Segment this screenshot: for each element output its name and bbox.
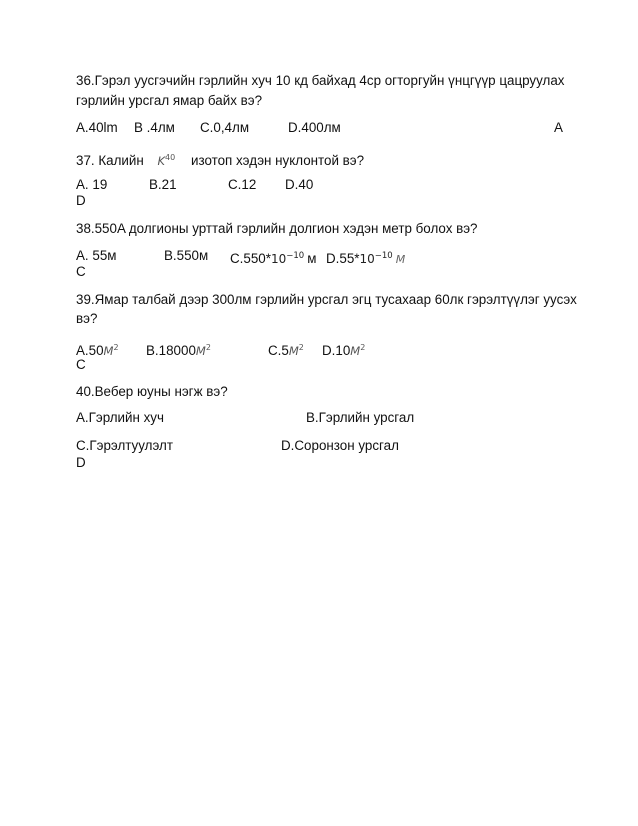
q39-option-b-unit-symbol: M — [195, 344, 206, 358]
q38-option-b: B.550м — [164, 248, 209, 263]
q36-answer: A — [554, 120, 563, 135]
q38-option-d-prefix: D.55* — [326, 251, 360, 266]
q39-text-line1: 39.Ямар талбай дээр 300лм гэрлийн урсгал эгц тусахаар 60лк гэрэлтүүлэг уусэх — [76, 292, 577, 307]
q38-text: 38.550A долгионы урттай гэрлийн долгион хэдэн метр болох вэ? — [76, 221, 478, 236]
q38-option-c-unit: м — [307, 251, 317, 266]
q37-text-after: изотоп хэдэн нуклонтой вэ? — [190, 153, 365, 168]
q39-option-b-unit — [196, 344, 211, 358]
q37-isotope-mass: 40 — [165, 153, 176, 162]
q38-option-c — [230, 248, 316, 267]
q39-option-d-unit-exp: 2 — [360, 343, 366, 352]
q39-option-a-unit-exp: 2 — [113, 343, 119, 352]
q38-option-d-base: 10 — [359, 252, 375, 266]
q36-option-a: A.40lm — [76, 120, 118, 135]
q37-option-a: A. 19 — [76, 177, 108, 192]
q38-option-d — [326, 248, 405, 268]
q38-option-c-prefix: C.550* — [230, 251, 271, 266]
q39-text-line2: вэ? — [76, 311, 98, 326]
q39-option-d-unit — [350, 344, 365, 358]
q39-option-c-unit — [289, 344, 304, 358]
q39-option-b-unit-exp: 2 — [205, 343, 211, 352]
q39-option-d — [322, 340, 365, 359]
q39-option-a-unit-symbol: M — [103, 344, 114, 358]
q38-option-c-base: 10 — [270, 252, 287, 266]
q36-text-line2: гэрлийн урсгал ямар байх вэ? — [76, 93, 263, 108]
q40-text: 40.Вебер юуны нэгж вэ? — [76, 384, 228, 399]
q40-option-a: A.Гэрлийн хуч — [76, 410, 164, 425]
q40-option-d: D.Соронзон урсгал — [281, 438, 399, 453]
q36-option-c: C.0,4лм — [200, 120, 250, 135]
q37-answer: D — [76, 193, 86, 208]
q39-option-a-unit — [104, 344, 119, 358]
q37-text-before: 37. Калийн — [76, 153, 144, 168]
q38-option-d-exp: −10 — [374, 251, 393, 261]
q40-option-b: B.Гэрлийн урсгал — [306, 410, 415, 425]
q40-option-c: C.Гэрэлтуулэлт — [76, 438, 173, 453]
q39-option-c — [268, 340, 304, 359]
q38-option-c-power — [271, 252, 304, 266]
q38-option-c-exp: −10 — [286, 251, 305, 261]
q38-option-d-unit: M — [395, 253, 406, 266]
q38-option-a: A. 55м — [76, 248, 117, 263]
q36-text-line1: 36.Гэрэл уусгэчийн гэрлийн хуч 10 кд байхад 4ср огторгуйн үнцгүүр цацруулах — [76, 73, 565, 88]
q39-answer: C — [76, 357, 86, 372]
q37-isotope — [158, 154, 176, 168]
q39-option-c-unit-exp: 2 — [298, 343, 304, 352]
q38-option-d-power — [360, 252, 406, 266]
q39-option-d-prefix: D.10 — [322, 343, 351, 358]
q39-option-d-unit-symbol: M — [350, 344, 361, 358]
q39-option-a-prefix: A.50 — [76, 343, 104, 358]
q37-isotope-symbol: K — [157, 154, 166, 168]
q39-option-c-prefix: C.5 — [268, 343, 289, 358]
q39-option-c-unit-symbol: M — [288, 344, 299, 358]
q37-option-d: D.40 — [285, 177, 314, 192]
q38-answer: C — [76, 264, 86, 279]
q36-option-b: B .4лм — [134, 120, 175, 135]
q39-option-b-prefix: B.18000 — [146, 343, 196, 358]
q37-option-b: B.21 — [149, 177, 177, 192]
q40-answer: D — [76, 455, 86, 470]
q37-option-c: C.12 — [228, 177, 257, 192]
q39-option-b — [146, 340, 211, 359]
q37-text — [76, 150, 364, 169]
q36-option-d: D.400лм — [288, 120, 341, 135]
